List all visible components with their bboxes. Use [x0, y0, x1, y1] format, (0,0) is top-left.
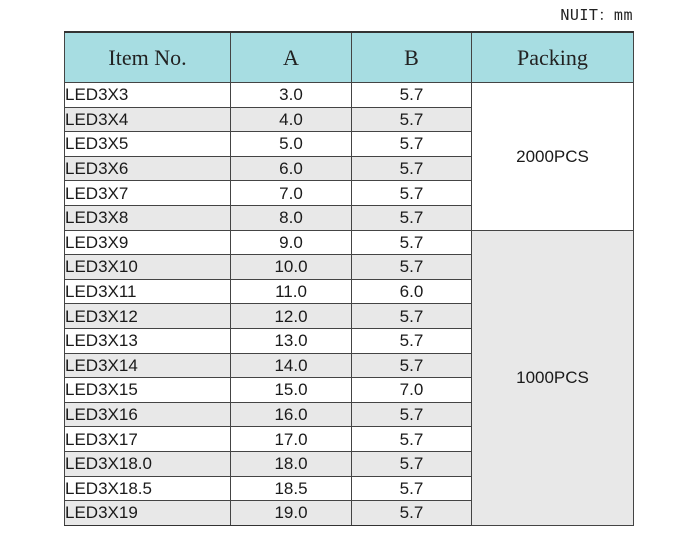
table-body	[65, 83, 634, 526]
table-row	[65, 83, 634, 108]
packing-cell: 2000PCS	[472, 83, 634, 231]
dimension-b-cell: 5.7	[352, 304, 472, 329]
dimension-b-cell: 5.7	[352, 205, 472, 230]
item-number-cell: LED3X13	[65, 328, 231, 353]
dimension-a-cell: 7.0	[231, 181, 352, 206]
item-number-cell: LED3X4	[65, 107, 231, 132]
dimension-b-cell: 5.7	[352, 328, 472, 353]
table-row	[65, 230, 634, 255]
dimension-a-cell: 8.0	[231, 205, 352, 230]
dimension-a-cell: 19.0	[231, 501, 352, 526]
item-number-cell: LED3X8	[65, 205, 231, 230]
header-item-no: Item No.	[65, 32, 231, 83]
dimension-b-cell: 5.7	[352, 255, 472, 280]
item-number-cell: LED3X6	[65, 156, 231, 181]
item-number-cell: LED3X3	[65, 83, 231, 108]
item-number-cell: LED3X16	[65, 402, 231, 427]
dimension-b-cell: 5.7	[352, 476, 472, 501]
header-row	[65, 32, 634, 83]
item-number-cell: LED3X18.0	[65, 451, 231, 476]
dimension-b-cell: 5.7	[352, 501, 472, 526]
dimension-a-cell: 3.0	[231, 83, 352, 108]
dimension-a-cell: 12.0	[231, 304, 352, 329]
item-number-cell: LED3X12	[65, 304, 231, 329]
dimension-b-cell: 7.0	[352, 378, 472, 403]
dimension-b-cell: 5.7	[352, 83, 472, 108]
item-number-cell: LED3X18.5	[65, 476, 231, 501]
dimension-b-cell: 5.7	[352, 402, 472, 427]
dimension-a-cell: 16.0	[231, 402, 352, 427]
dimension-a-cell: 6.0	[231, 156, 352, 181]
item-number-cell: LED3X17	[65, 427, 231, 452]
dimension-a-cell: 18.0	[231, 451, 352, 476]
dimension-a-cell: 18.5	[231, 476, 352, 501]
dimension-a-cell: 17.0	[231, 427, 352, 452]
dimension-a-cell: 4.0	[231, 107, 352, 132]
dimension-b-cell: 5.7	[352, 451, 472, 476]
item-number-cell: LED3X7	[65, 181, 231, 206]
dimension-b-cell: 5.7	[352, 181, 472, 206]
dimension-a-cell: 10.0	[231, 255, 352, 280]
header-packing: Packing	[472, 32, 634, 83]
dimension-a-cell: 5.0	[231, 132, 352, 157]
item-number-cell: LED3X19	[65, 501, 231, 526]
dimension-b-cell: 5.7	[352, 353, 472, 378]
dimension-a-cell: 9.0	[231, 230, 352, 255]
item-number-cell: LED3X5	[65, 132, 231, 157]
spec-table	[64, 31, 634, 526]
packing-cell: 1000PCS	[472, 230, 634, 525]
dimension-b-cell: 5.7	[352, 427, 472, 452]
dimension-b-cell: 5.7	[352, 156, 472, 181]
dimension-b-cell: 5.7	[352, 230, 472, 255]
dimension-a-cell: 14.0	[231, 353, 352, 378]
item-number-cell: LED3X10	[65, 255, 231, 280]
item-number-cell: LED3X9	[65, 230, 231, 255]
dimension-a-cell: 15.0	[231, 378, 352, 403]
item-number-cell: LED3X14	[65, 353, 231, 378]
item-number-cell: LED3X15	[65, 378, 231, 403]
unit-label: NUIT：mm	[560, 6, 633, 24]
dimension-b-cell: 5.7	[352, 107, 472, 132]
dimension-b-cell: 6.0	[352, 279, 472, 304]
header-a: A	[231, 32, 352, 83]
header-b: B	[352, 32, 472, 83]
item-number-cell: LED3X11	[65, 279, 231, 304]
dimension-a-cell: 13.0	[231, 328, 352, 353]
dimension-a-cell: 11.0	[231, 279, 352, 304]
dimension-b-cell: 5.7	[352, 132, 472, 157]
